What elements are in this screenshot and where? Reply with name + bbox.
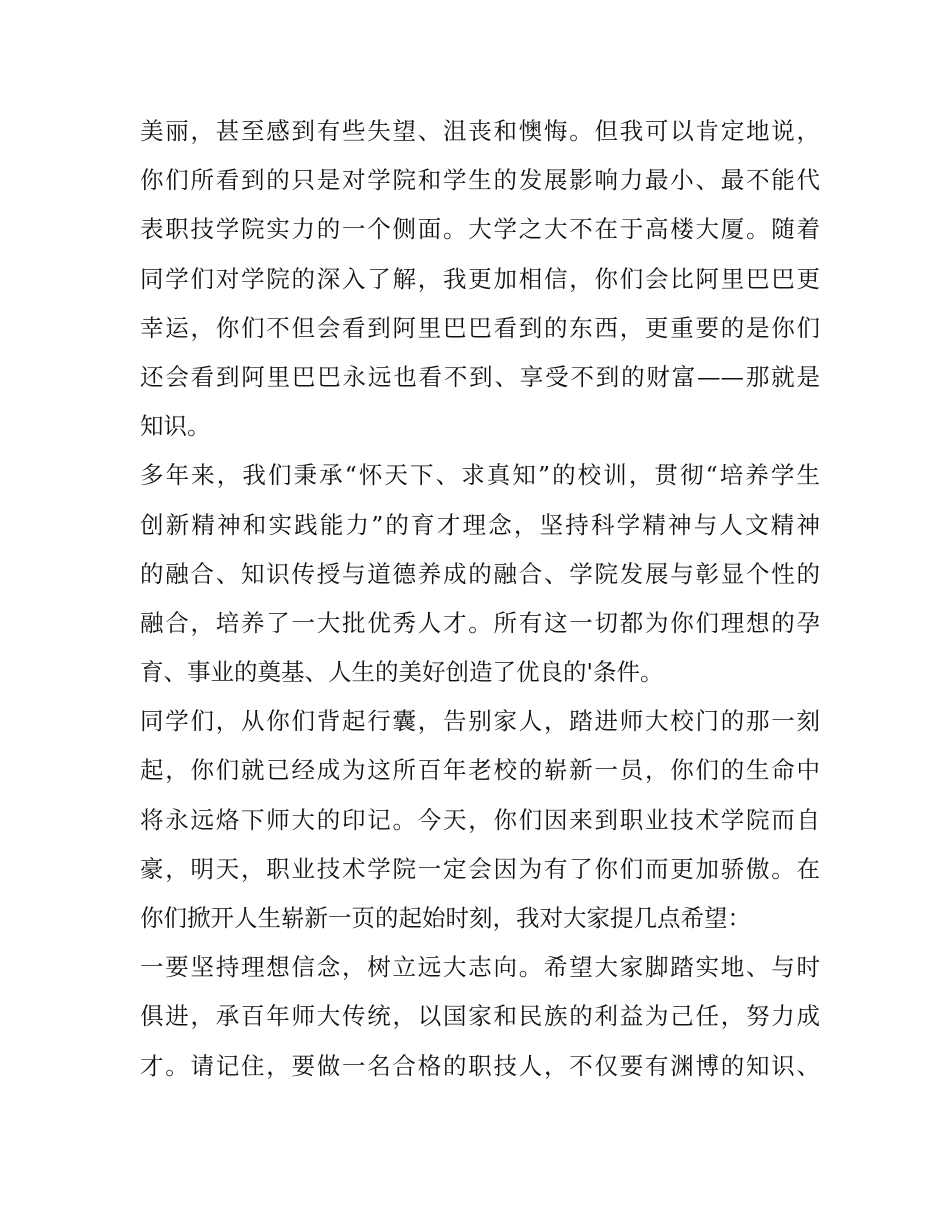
text-line: 你们掀开人生崭新一页的起始时刻，我对大家提几点希望： [140, 904, 751, 932]
text-line: 你们所看到的只是对学院和学生的发展影响力最小、最不能代 [140, 166, 820, 195]
text-line: 还会看到阿里巴巴永远也看不到、享受不到的财富——那就是 [140, 362, 820, 391]
text-line: 俱进，承百年师大传统，以国家和民族的利益为己任，努力成 [140, 1002, 820, 1031]
text-line: 多年来，我们秉承“怀天下、求真知”的校训，贯彻“培养学生 [140, 461, 820, 490]
text-line: 知识。 [140, 412, 211, 441]
text-line: 豪，明天，职业技术学院一定会因为有了你们而更加骄傲。在 [140, 854, 820, 883]
text-line: 融合，培养了一大批优秀人才。所有这一切都为你们理想的孕 [140, 608, 820, 637]
text-line: 将永远烙下师大的印记。今天，你们因来到职业技术学院而自 [140, 805, 820, 834]
text-line: 同学们，从你们背起行囊，告别家人，踏进师大校门的那一刻 [140, 707, 820, 736]
text-line: 同学们对学院的深入了解，我更加相信，你们会比阿里巴巴更 [140, 264, 820, 293]
text-line: 一要坚持理想信念，树立远大志向。希望大家脚踏实地、与时 [140, 953, 820, 982]
text-line: 育、事业的奠基、人生的美好创造了优良的'条件。 [140, 658, 664, 687]
text-line: 创新精神和实践能力”的育才理念，坚持科学精神与人文精神 [140, 510, 820, 539]
text-line: 才。请记住，要做一名合格的职技人，不仅要有渊博的知识、 [140, 1051, 820, 1080]
body-text [140, 107, 820, 1091]
text-line: 幸运，你们不但会看到阿里巴巴看到的东西，更重要的是你们 [140, 313, 820, 342]
text-line: 美丽，甚至感到有些失望、沮丧和懊悔。但我可以肯定地说， [140, 117, 820, 145]
text-line: 的融合、知识传授与道德养成的融合、学院发展与彰显个性的 [140, 559, 820, 588]
text-line: 起，你们就已经成为这所百年老校的崭新一员，你们的生命中 [140, 756, 820, 785]
text-line: 表职技学院实力的一个侧面。大学之大不在于高楼大厦。随着 [140, 215, 820, 244]
